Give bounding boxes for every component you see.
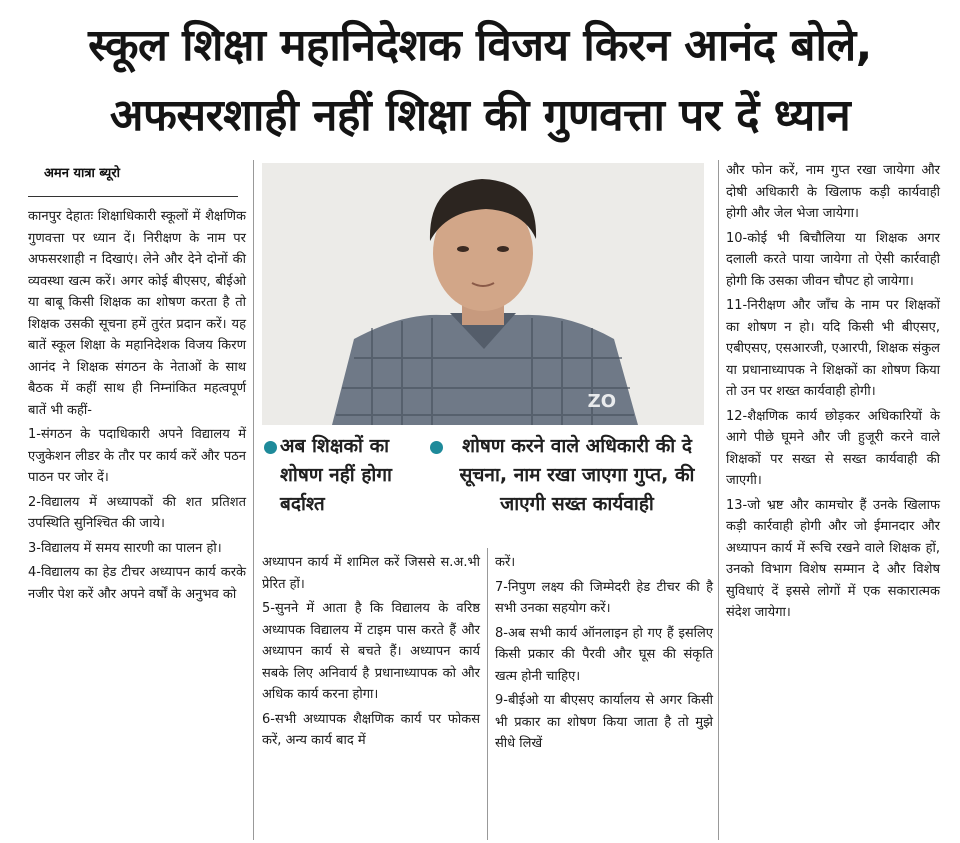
paragraph: 12-शैक्षणिक कार्य छोड़कर अधिकारियों के आगे पीछे घूमने और जी हुजूरी करने वाले शिक्षकों पर सख्त से सख्त कार्यवाही की जाएगी।	[726, 408, 940, 488]
photo	[262, 163, 704, 425]
article-column-2	[262, 552, 480, 755]
column-divider	[718, 160, 719, 840]
portrait-illustration	[262, 163, 704, 425]
article-column-4	[726, 160, 940, 627]
paragraph: 7-निपुण लक्ष्य की जिम्मेदरी हेड टीचर की है सभी उनका सहयोग करें।	[495, 579, 713, 616]
paragraph: 9-बीईओ या बीएसए कार्यालय से अगर किसी भी प्रकार का शोषण किया जाता है तो मुझे सीधे लिखें	[495, 693, 713, 751]
paragraph: 10-कोई भी बिचौलिया या शिक्षक अगर दलाली करते पाया जायेगा तो ऐसी कार्रवाही होगी कि उसका जीवन चौपट हो जायेगा।	[726, 230, 940, 289]
headline-line-2: अफसरशाही नहीं शिक्षा की गुणवत्ता पर दें ध्यान	[109, 90, 851, 141]
bullet-icon	[430, 441, 443, 454]
bullet-icon	[264, 441, 277, 454]
photo-watermark: ZO	[587, 391, 616, 412]
headline-line-1: स्कूल शिक्षा महानिदेशक विजय किरन आनंद बोले,	[88, 20, 872, 71]
paragraph: 2-विद्यालय में अध्यापकों की शत प्रतिशत उपस्थिति सुनिश्चित की जाये।	[28, 494, 246, 531]
paragraph: 5-सुनने में आता है कि विद्यालय के वरिष्ठ अध्यापक विद्यालय में टाइम पास करते हैं और अध्यापन कार्य से बचते हैं। अध्यापन कार्य सबके लिए अनिवार्य है प्रधानाध्यापक को और अधिक कार्य करना होगा।	[262, 601, 480, 702]
paragraph: अध्यापन कार्य में शामिल करें जिससे स.अ.भी प्रेरित हों।	[262, 555, 480, 592]
paragraph: 6-सभी अध्यापक शैक्षणिक कार्य पर फोकस करें, अन्य कार्य बाद में	[262, 711, 480, 748]
column-divider	[253, 160, 254, 840]
article-column-1	[28, 206, 246, 608]
paragraph: 11-निरीक्षण और जाँच के नाम पर शिक्षकों का शोषण न हो। यदि किसी भी बीएसए, एबीएसए, एसआरजी, एआरपी, शिक्षक संकुल या प्रधानाध्यापक ने शिक्षकों का शोषण किया तो उन पर शख्त कार्यवाही होगी।	[726, 298, 940, 399]
article-column-3	[495, 552, 713, 758]
byline: अमन यात्रा ब्यूरो	[44, 166, 121, 181]
paragraph: करें।	[495, 555, 516, 570]
paragraph: 8-अब सभी कार्य ऑनलाइन हो गए हैं इसलिए किसी प्रकार की पैरवी और घूस की संकृति खत्म होनी चाहिए।	[495, 625, 713, 684]
column-divider	[487, 548, 488, 840]
paragraph: 1-संगठन के पदाधिकारी अपने विद्यालय में एजुकेशन लीडर के तौर पर कार्य करें और पठन पाठन पर जोर दें।	[28, 427, 246, 485]
paragraph: 13-जो भ्रष्ट और कामचोर हैं उनके खिलाफ कड़ी कार्रवाही होगी और जो ईमानदार और अध्यापन कार्य में रूचि रखने वाले शिक्षक हों, उनको विभाग विशेष सम्मान दे और विशेष सुविधाएं दें इससे लोगों में एक सकारात्मक संदेश जायेगा।	[726, 497, 940, 620]
byline-rule	[28, 196, 238, 197]
paragraph: और फोन करें, नाम गुप्त रखा जायेगा और दोषी अधिकारी के खिलाफ कड़ी कार्यवाही होगी और जेल भेजा जायेगा।	[726, 163, 940, 221]
paragraph: 4-विद्यालय का हेड टीचर अध्यापन कार्य करके नजीर पेश करें और अपने वर्षों के अनुभव को	[28, 565, 246, 602]
paragraph: 3-विद्यालय में समय सारणी का पालन हो।	[28, 540, 222, 556]
highlight-box-1: अब शिक्षकों का शोषण नहीं होगा बर्दाश्त	[280, 435, 392, 515]
paragraph: कानपुर देहातः शिक्षाधिकारी स्कूलों में शैक्षणिक गुणवत्ता पर ध्यान दें। निरीक्षण के नाम पर अफसरशाही न दिखाएं। लेने और देने दोनों की व्यवस्था खत्म करें। अगर कोई बीएसए, बीईओ या बाबू किसी शिक्षक का शोषण करता है तो शिक्षक उसकी सूचना हमें तुरंत प्रदान करें। यह बातें स्कूल शिक्षा के महानिदेशक विजय किरण आनंद ने शिक्षक संगठन के नेताओं के साथ बैठक में कहीं साथ ही निम्नांकित महत्वपूर्ण बातें भी कहीं-	[28, 209, 246, 418]
highlight-box-2: शोषण करने वाले अधिकारी की दे सूचना, नाम रखा जाएगा गुप्त, की जाएगी सख्त कार्यवाही	[459, 435, 695, 515]
